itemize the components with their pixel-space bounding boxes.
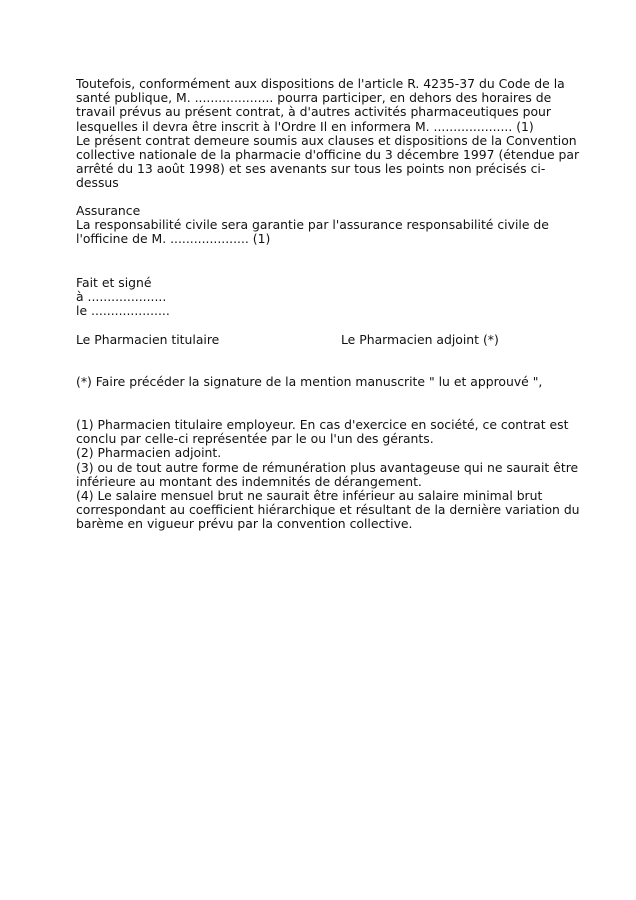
footnote-line: (4) Le salaire mensuel brut ne saurait être inférieur au salaire minimal brut [76, 488, 543, 504]
mention-note [76, 375, 576, 389]
fait-et-signe: Fait et signé [76, 275, 152, 290]
footnote-line: (3) ou de tout autre forme de rémunération plus avantageuse qui ne saurait être [76, 459, 579, 475]
signature-titulaire-label: Le Pharmacien titulaire [76, 332, 220, 347]
footnote-line: inférieure au montant des indemnités de dérangement. [76, 473, 422, 489]
footnote-line: conclu par celle-ci représentée par le ou l'un des gérants. [76, 431, 434, 447]
intro-line: Toutefois, conformément aux dispositions de l'article R. 4235-37 du Code de la [76, 76, 565, 91]
assurance-line: La responsabilité civile sera garantie par l'assurance responsabilité civile de [76, 217, 549, 233]
footnote-line: (2) Pharmacien adjoint. [76, 445, 222, 461]
intro-line: dessus [76, 175, 119, 191]
assurance-line: l'officine de M. .................... (1) [76, 231, 271, 247]
footnotes [76, 417, 580, 532]
intro-paragraph [76, 76, 580, 191]
signature-adjoint-label: Le Pharmacien adjoint (*) [341, 332, 499, 347]
intro-line: arrêté du 13 août 1998) et ses avenants sur tous les points non précisés ci- [76, 161, 546, 177]
assurance-heading: Assurance [76, 203, 141, 218]
intro-line: lesquelles il devra être inscrit à l'Ordre Il en informera M. .................... (1) [76, 118, 534, 134]
footnote-line: (1) Pharmacien titulaire employeur. En cas d'exercice en société, ce contrat est [76, 417, 569, 432]
mention-line: (*) Faire précéder la signature de la mention manuscrite " lu et approuvé ", [76, 374, 543, 389]
place-field: à .................... [76, 289, 167, 305]
assurance-section [76, 204, 576, 247]
intro-line: collective nationale de la pharmacie d'officine du 3 décembre 1997 (étendue par [76, 147, 580, 163]
intro-line: Le présent contrat demeure soumis aux clauses et dispositions de la Convention [76, 132, 577, 148]
footnote-line: correspondant au coefficient hiérarchique et résultant de la dernière variation du [76, 502, 580, 518]
intro-line: travail prévus au présent contrat, à d'autres activités pharmaceutiques pour [76, 104, 552, 120]
date-field: le .................... [76, 303, 170, 319]
intro-line: santé publique, M. .................... pourra participer, en dehors des horaires de [76, 90, 552, 106]
footnote-line: barème en vigueur prévu par la convention collective. [76, 516, 413, 532]
place-date-block [76, 276, 576, 319]
